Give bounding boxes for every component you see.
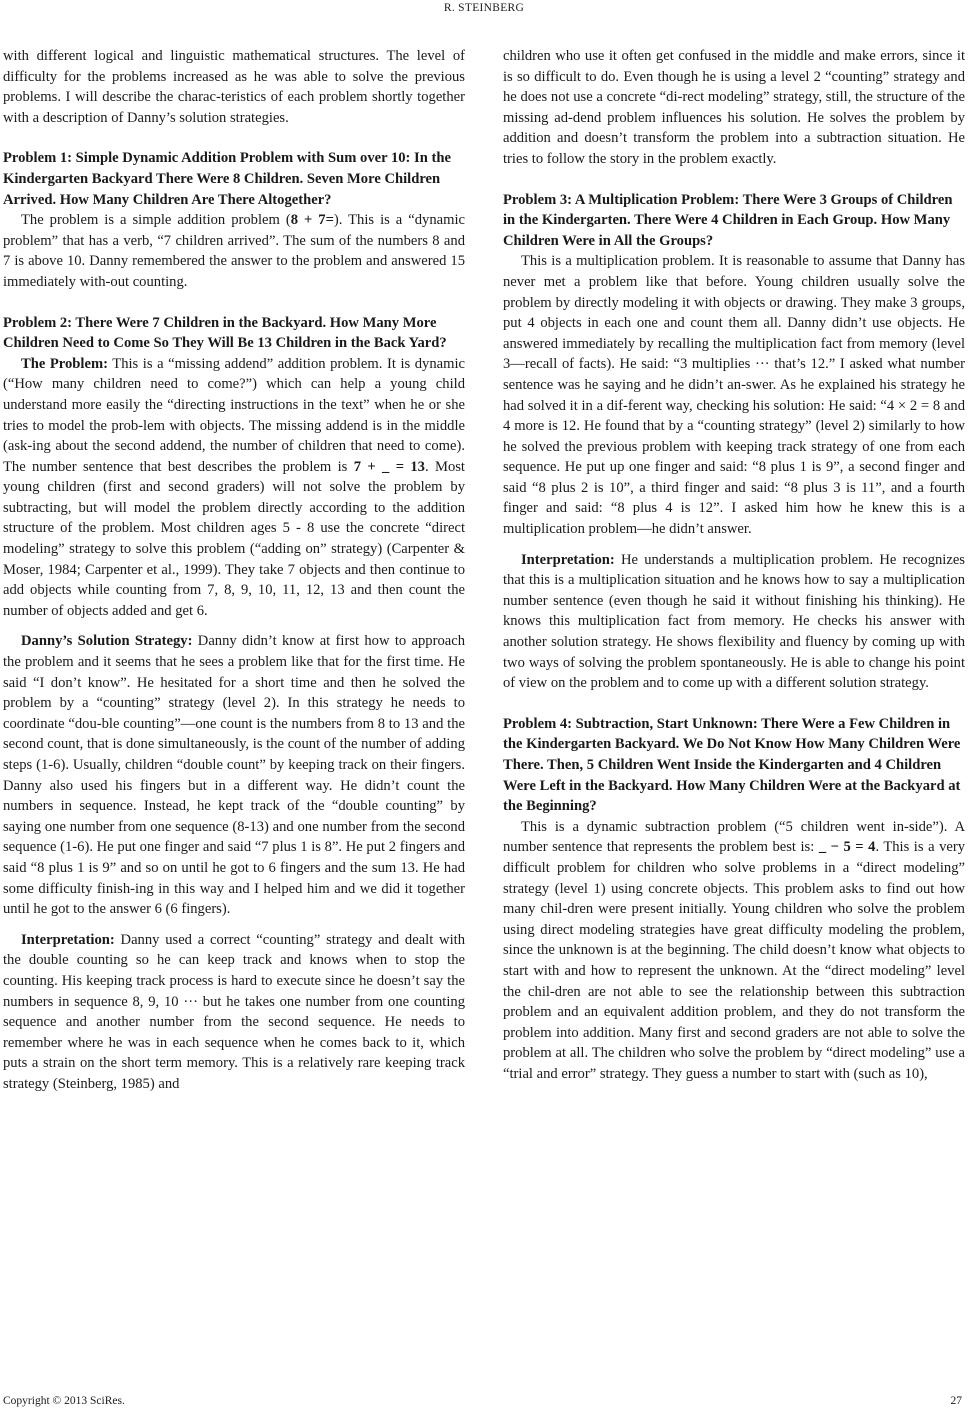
problem-4-text-start: This is a dynamic subtraction problem (“5 children went in-side”). A number sentence that represents the problem best is: <box>503 818 965 856</box>
problem-2-heading: Problem 2: There Were 7 Children in the Backyard. How Many More Children Need to Come So They Will Be 13 Children in the Back Yard? <box>3 314 447 352</box>
right-column <box>503 46 965 1085</box>
problem-3-paragraph: This is a multiplication problem. It is reasonable to assume that Danny has never met a problem like that before. Young children usually solve the problem by directly modeling it with objects or drawing. They make 3 groups, put 4 objects in each one and count them all. Danny didn’t use objects. He answered immediately by recalling the multiplication fact from memory (level 3—recall of facts). He said: “3 multiplies ··· that’s 12.” I asked what number sentence was he saying and he didn’t an-swer. As he explained his strategy he had solved it in a dif-ferent way, checking his solution: He said: “4 × 2 = 8 and 4 more is 12. He found that by a “counting strategy” (level 2) similarly to how he solved the previous problem with keeping track strategy of one from each sequence. He put up one finger and said: “8 plus 1 is 9”, a second finger and said “8 plus 2 is 10”, a third finger and said: “8 plus 3 is 11”, and a fourth finger and said: “8 plus 4 is 12”. I asked him how he knew this is a multiplication problem—he didn’t answer. <box>503 253 965 538</box>
problem-4-text-end: . This is a very difficult problem for children who solve problems in a “direct modeling” strategy (level 1) using concrete objects. This problem asks to find out how many chil-dren were present initially. Young children who solve the problem using direct modeling strategies have great difficulty modeling the problem, since the unknown is at the beginning. The child doesn’t know what objects to start with and how to represent the unknown. At the “direct modeling” level the chil-dren are not able to see the relationship between this subtraction problem and an equivalent addition problem, and they do not transform the problem into addition. Many first and second graders are not able to solve the problem at all. The children who solve the problem by “direct modeling” use a “trial and error” strategy. They guess a number to start with (such as 10), <box>503 839 965 1082</box>
running-head: R. STEINBERG <box>443 2 525 14</box>
problem-3-heading: Problem 3: A Multiplication Problem: There Were 3 Groups of Children in the Kindergarten. There Were 4 Children in Each Group. How Many Children Were in All the Groups? <box>503 191 953 249</box>
copyright-footer: Copyright © 2013 SciRes. <box>3 1395 125 1407</box>
page-number: 27 <box>950 1395 962 1407</box>
problem-1-equation: 8 + 7= <box>290 212 334 229</box>
interpretation-paragraph-1 <box>3 930 465 1095</box>
intro-paragraph: with different logical and linguistic mathematical structures. The level of difficulty for the problems increased as he was able to solve the previous problems. I will describe the charac-teristics of each problem shortly together with a description of Danny’s solution strategies. <box>3 48 465 126</box>
problem-1-text-end: ). This is a “dynamic problem” that has a verb, “7 children arrived”. The sum of the numbers 8 and 7 is above 10. Danny remembered the answer to the problem and answered 15 immediately with-out counting. <box>3 212 465 290</box>
problem-1-text-start: The problem is a simple addition problem ( <box>21 212 291 229</box>
problem-2-paragraph <box>3 354 465 622</box>
problem-2-equation: 7 + _ = 13 <box>353 458 425 475</box>
interpretation-lead-2: Interpretation: <box>521 551 615 568</box>
problem-4-equation: _ − 5 = 4 <box>818 839 876 856</box>
solution-strategy-paragraph <box>3 631 465 919</box>
problem-1-heading: Problem 1: Simple Dynamic Addition Problem with Sum over 10: In the Kindergarten Backyard There Were 8 Children. Seven More Children Arrived. How Many Children Are There Altogether? <box>3 150 451 208</box>
interpretation-paragraph-2 <box>503 550 965 694</box>
continued-paragraph: children who use it often get confused in the middle and make errors, since it is so difficult to do. Even though he is using a level 2 “counting” strategy and he does not use a concrete “di-rect modeling” strategy, still, the structure of the missing ad-dend problem influences his solution. He solves the problem by addition and doesn’t transform the problem into a subtraction situation. He tries to follow the story in the problem exactly. <box>503 48 965 167</box>
interpretation-text-1: Danny used a correct “counting” strategy and dealt with the double counting so he can keep track and knows when to stop the counting. His keeping track process is hard to execute since he doesn’t say the numbers in sequence 8, 9, 10 ··· but he takes one number from one counting sequence and another number from the second sequence. He needs to remember where he was in each sequence when he comes back to it, which puts a strain on the short term memory. This is a relatively rare keeping track strategy (Steinberg, 1985) and <box>3 931 465 1092</box>
problem-4-paragraph <box>503 817 965 1085</box>
problem-4-heading: Problem 4: Subtraction, Start Unknown: There Were a Few Children in the Kindergarten Backyard. We Do Not Know How Many Children Were There. Then, 5 Children Went Inside the Kindergarten and 4 Children Were Left in the Backyard. How Many Children Were at the Backyard at the Beginning? <box>503 715 961 815</box>
interpretation-lead-1: Interpretation: <box>21 931 115 948</box>
problem-2-text-end: . Most young children (first and second graders) will not solve the problem by subtracting, but will model the problem directly according to the addition structure of the problem. Most children ages 5 - 8 use the concrete “direct modeling” strategy to solve this problem (“adding on” strategy) (Carpenter & Moser, 1984; Carpenter et al., 1999). They take 7 objects and then continue to add objects while counting from 7, 8, 9, 10, 11, 12, 13 and then count the number of objects added and get 6. <box>3 458 465 619</box>
left-column <box>3 46 465 1095</box>
solution-strategy-text: Danny didn’t know at first how to approach the problem and it seems that he sees a problem like that for the first time. He said “I don’t know”. He hesitated for a short time and then he solved the problem by a “counting” strategy (level 2). In this strategy he needs to coordinate “dou-ble counting”—one count is the numbers from 8 to 13 and the second count, that is done simultaneously, is the count of the number of adding steps (1-6). Usually, children “double count” by keeping track on their fingers. Danny also used his fingers but in a different way. He didn’t count the numbers in sequence. Instead, he kept track of the “double counting” by saying one number from one sequence (8-13) and one number from the second sequence (1-6). He put one finger and said “7 plus 1 is 8”. He put 2 fingers and said “8 plus 1 is 9” and so on until he got to 6 fingers and the sum 13. He had some difficulty finish-ing in this way and I helped him and we did it together until he got to the answer 6 (6 fingers). <box>3 633 465 918</box>
problem-1-paragraph <box>3 210 465 292</box>
problem-2-text-start: This is a “missing addend” addition problem. It is dynamic (“How many children need to come?”) which can help a young child understand more easily the “directing instructions in the text” when he or she tries to model the prob-lem with objects. The missing addend is in the middle (ask-ing about the second addend, the number of children that need to come). The number sentence that best describes the problem is <box>3 355 465 475</box>
solution-strategy-lead: Danny’s Solution Strategy: <box>21 633 193 650</box>
problem-2-lead: The Problem: <box>21 355 108 372</box>
interpretation-text-2: He understands a multiplication problem. He recognizes that this is a multiplication situation and he knows how to say a multiplication number sentence (even though he said it without finishing his thinking). He knows this multiplication fact from memory. He checks his answer with another solution strategy. He shows flexibility and fluency by coming up with two ways of solving the problem spontaneously. He is able to change his point of view on the problem and to come up with a different solution strategy. <box>503 551 965 692</box>
